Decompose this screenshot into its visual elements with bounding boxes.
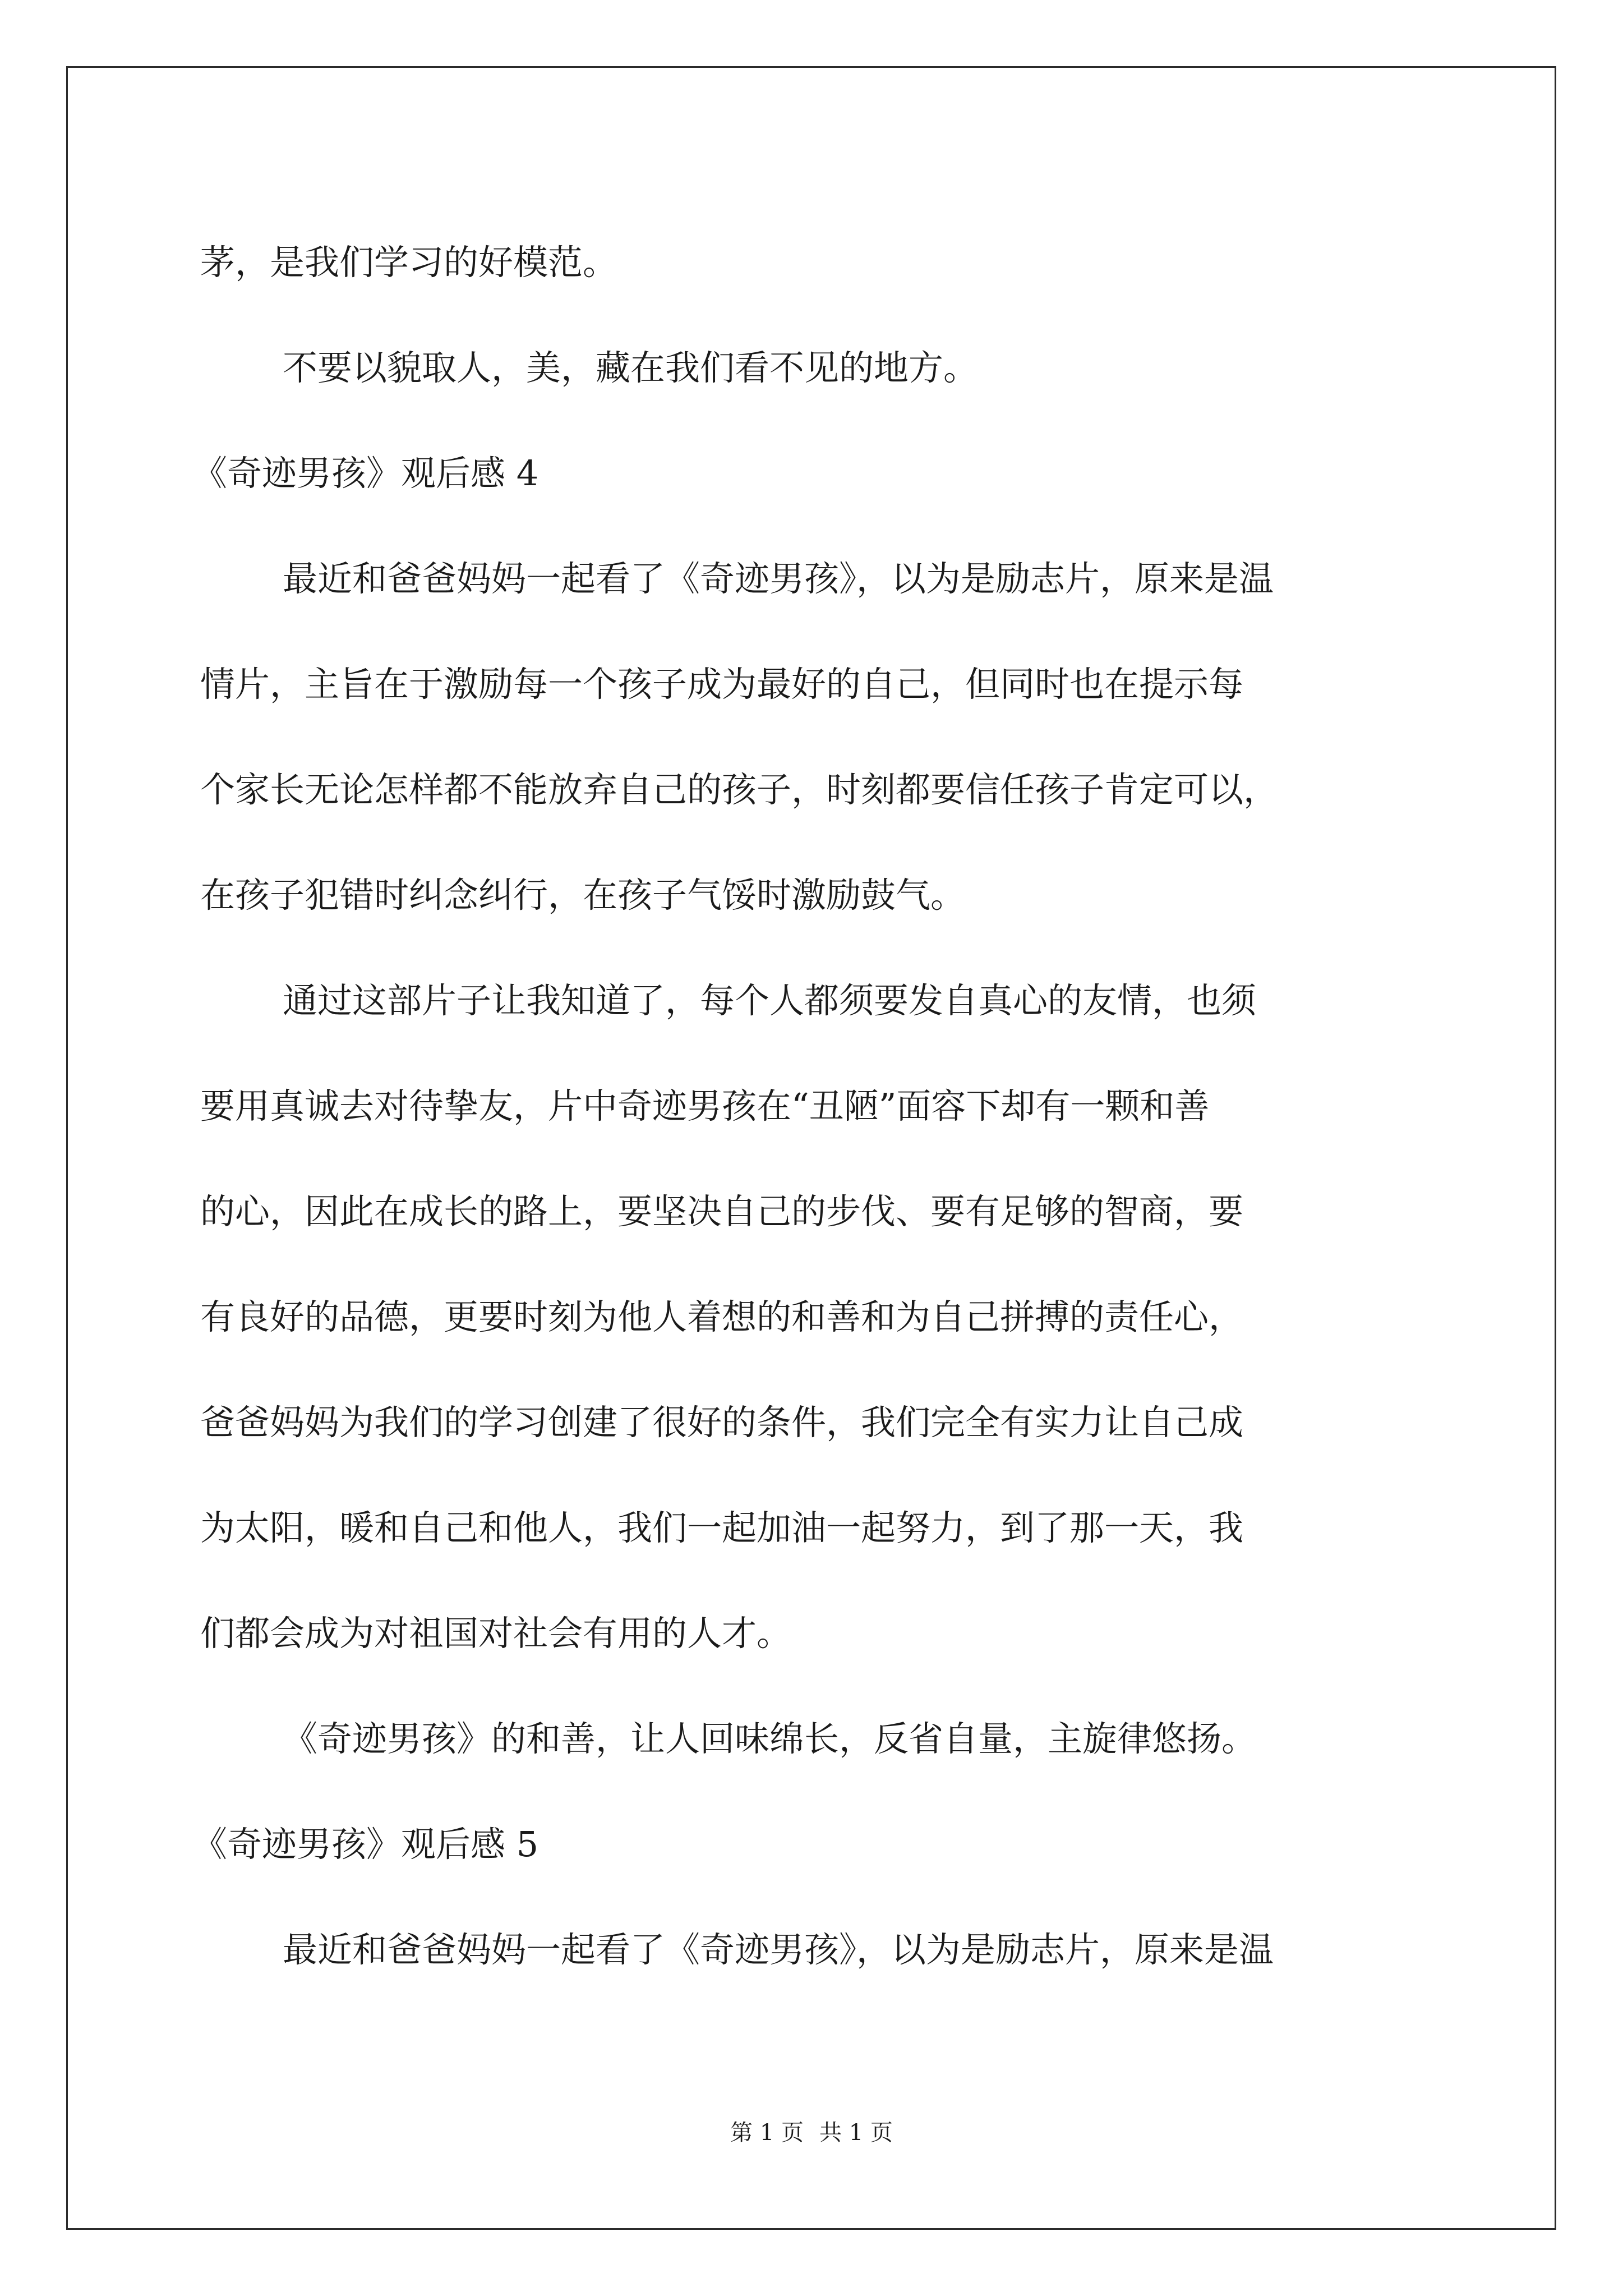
section-heading: 《奇迹男孩》观后感 5 — [192, 1824, 539, 1865]
paragraph-line: 为太阳，暖和自己和他人，我们一起加油一起努力，到了那一天，我 — [200, 1507, 1244, 1548]
paragraph-line: 要用真诚去对待挚友，片中奇迹男孩在“丑陋”面容下却有一颗和善 — [200, 1085, 1210, 1126]
paragraph-line: 在孩子犯错时纠念纠行，在孩子气馁时激励鼓气。 — [200, 875, 966, 915]
paragraph-line: 个家长无论怎样都不能放弃自己的孩子，时刻都要信任孩子肯定可以， — [200, 769, 1279, 810]
paragraph-line: 不要以貌取人，美，藏在我们看不见的地方。 — [283, 347, 979, 388]
paragraph-line: 的心，因此在成长的路上，要坚决自己的步伐、要有足够的智商，要 — [200, 1191, 1244, 1232]
paragraph-line: 最近和爸爸妈妈一起看了《奇迹男孩》，以为是励志片，原来是温 — [283, 558, 1274, 599]
paragraph-line: 爸爸妈妈为我们的学习创建了很好的条件，我们完全有实力让自己成 — [200, 1402, 1244, 1443]
paragraph-line: 们都会成为对祖国对社会有用的人才。 — [200, 1613, 792, 1654]
paragraph-line: 通过这部片子让我知道了，每个人都须要发自真心的友情，也须 — [283, 980, 1257, 1021]
paragraph-line: 有良好的品德，更要时刻为他人着想的和善和为自己拼搏的责任心， — [200, 1296, 1244, 1337]
page-number: 第 1 页 — [730, 2120, 804, 2146]
paragraph-line: 《奇迹男孩》的和善，让人回味绵长，反省自量，主旋律悠扬。 — [283, 1718, 1257, 1759]
page-footer — [0, 2115, 1623, 2147]
page-total: 共 1 页 — [819, 2120, 893, 2146]
section-heading: 《奇迹男孩》观后感 4 — [192, 453, 539, 494]
paragraph-line: 茅，是我们学习的好模范。 — [200, 242, 618, 283]
paragraph-line: 情片，主旨在于激励每一个孩子成为最好的自己，但同时也在提示每 — [200, 664, 1244, 705]
paragraph-line: 最近和爸爸妈妈一起看了《奇迹男孩》，以为是励志片，原来是温 — [283, 1929, 1274, 1970]
